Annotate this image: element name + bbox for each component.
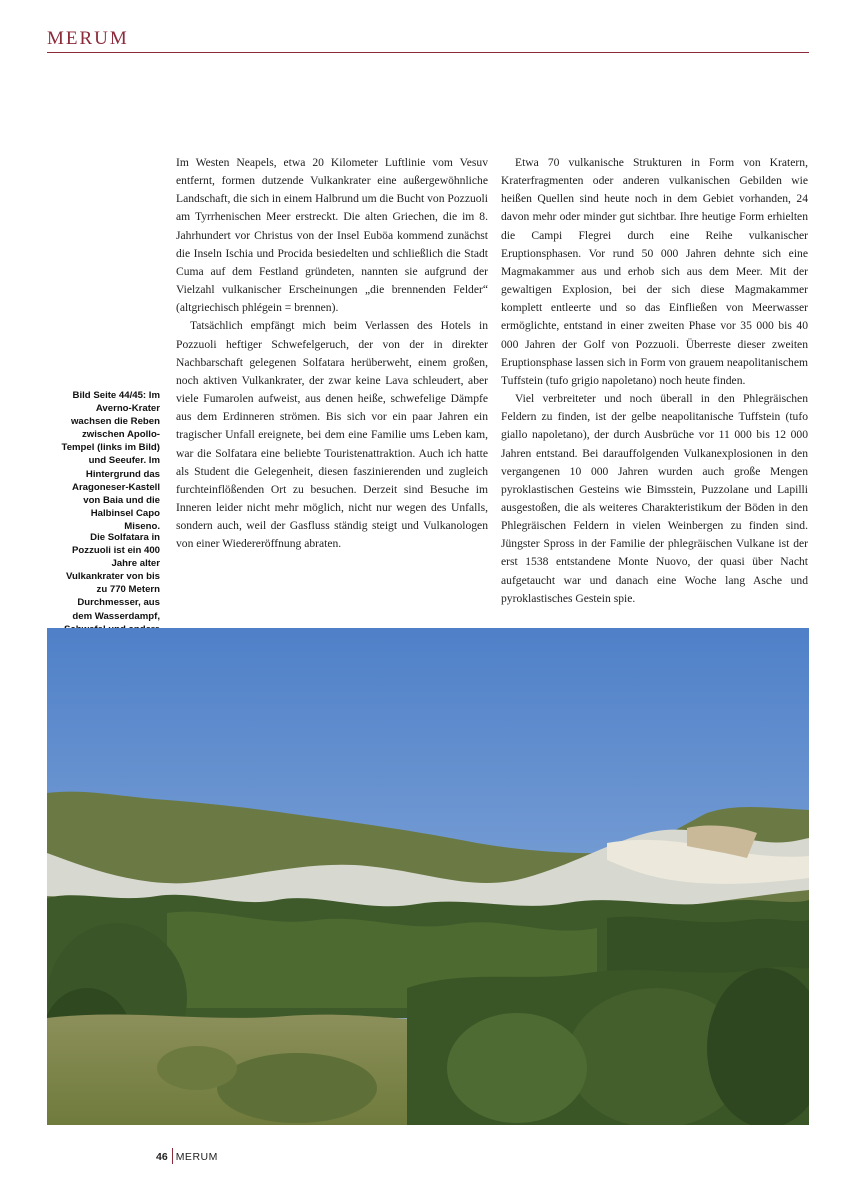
footer-divider — [172, 1148, 173, 1164]
page-footer — [156, 1148, 218, 1164]
photo-caption-spread: Bild Seite 44/45: Im Averno-Krater wachsen die Reben zwischen Apollo-Tempel (links im Bild) und Seeufer. Im Hintergrund das Aragoneser-Kastell von Baia und die Halbinsel Capo Miseno. — [61, 390, 160, 532]
paragraph: Viel verbreiteter und noch überall in den Phlegräischen Feldern zu finden, ist der gelbe neapolitanische Tuffstein (tufo giallo napoletano), der durch Ausbrüche vor 11 000 bis 12 000 Jahren entstand. Bei darauffolgenden Vulkanexplosionen in den vergangenen 10 000 Jahren wurden auch große Mengen pyroklastischen Gesteins wie Bimsstein, Puzzolane und Lapilli ausgestoßen, die als weiteres Charakteristikum der Böden in den Phlegräischen Feldern in vielen Weinbergen zu finden sind. Jüngster Spross in der Familie der phlegräischen Vulkane ist der erst 1538 entstandene Monte Nuovo, der quasi über Nacht aufgetaucht war und danach eine Woche lang Asche und pyroklastisches Gestein spie. — [501, 392, 808, 605]
solfatara-landscape-photo — [47, 628, 809, 1125]
paragraph: Etwa 70 vulkanische Strukturen in Form von Kratern, Kraterfragmenten oder anderen vulkanischen Gebilden wie heißen Quellen sind heute noch in dem Gebiet vorhanden, 24 davon mehr oder minder gut sichtbar. Ihre heutige Form erhielten die Campi Flegrei durch eine Reihe vulkanischer Eruptionsphasen. Vor rund 50 000 Jahren dehnte sich eine Magmakammer aus und erhob sich aus dem Meer. Mit der gewaltigen Explosion, bei der sich diese Magmakammer komplett entleerte und so das Einfließen von Meerwasser ermöglichte, entstand in einer zweiten Phase vor 35 000 bis 40 000 Jahren der Golf von Pozzuoli. Überreste dieser zweiten Eruptionsphase lassen sich in Form von grauem neapolitanischem Tuffstein (tufo grigio napoletano) noch heute finden. — [501, 156, 808, 387]
masthead: MERUM — [47, 28, 129, 49]
paragraph: Tatsächlich empfängt mich beim Verlassen des Hotels in Pozzuoli heftiger Schwefelgeruch, der von der in direkter Nachbarschaft gelegenen Solfatara herüberweht, einem großen, noch aktiven Vulkankrater, der zwar keine Lava schleudert, aber viele Fumarolen aufweist, aus denen heiße, schwefelige Dämpfe aus dem Erdinneren strömen. Bis sich vor ein paar Jahren ein tragischer Unfall ereignete, bei dem eine Familie ums Leben kam, war die Solfatara eine beliebte Touristenattraktion. Auch ich hatte als Student die Gelegenheit, diesen faszinierenden und zugleich furchteinflößenden Ort zu besuchen. Derzeit sind Besuche im Inneren leider nicht mehr möglich, nicht nur wegen des Unfalls, sondern auch, weil der Gasfluss ständig steigt und Vulkanologen von einer Wiedereröffnung abraten. — [176, 319, 488, 551]
paragraph: Im Westen Neapels, etwa 20 Kilometer Luftlinie vom Vesuv entfernt, formen dutzende Vulkankrater eine außergewöhnliche Landschaft, die sich in einem Halbrund um die Bucht von Pozzuoli am Tyrrhenischen Meer erstreckt. Die alten Griechen, die im 8. Jahrhundert vor Christus von der Insel Euböa kommend zunächst die Inseln Ischia und Procida besiedelten und schließlich die Stadt Cuma auf dem Festland gründeten, nannten sie aufgrund der Vielzahl vulkanischer Erscheinungen „die brennenden Felder“ (altgriechisch phlégein = brennen). — [176, 156, 488, 315]
article-column-1 — [176, 154, 488, 553]
article-column-2 — [501, 154, 808, 608]
header-rule — [47, 52, 809, 53]
page-number: 46 — [156, 1151, 168, 1163]
photo-caption-solfatara: Die Solfatara in Pozzuoli ist ein 400 Jahre alter Vulkankrater von bis zu 770 Metern Durchmesser, aus dem Wasserdampf, — [65, 532, 160, 622]
footer-magazine-name: MERUM — [175, 1151, 218, 1163]
